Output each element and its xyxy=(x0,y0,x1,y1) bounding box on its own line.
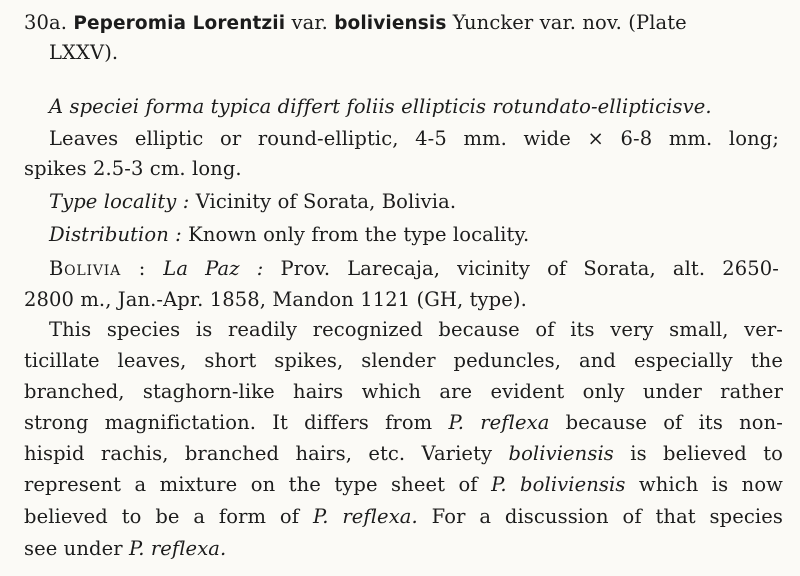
entry-number: 30a. xyxy=(24,11,68,34)
specimen-department: La Paz : xyxy=(163,257,264,280)
taxon-reference: P. reflexa. xyxy=(128,537,227,560)
type-locality-label: Type locality : xyxy=(49,190,190,213)
species-name: Peperomia Lorentzii xyxy=(73,13,286,34)
discussion-line-4 xyxy=(24,411,783,435)
discussion-text: hispid rachis, branched hairs, etc. Variety xyxy=(24,442,493,465)
type-locality xyxy=(49,190,456,214)
taxon-reference: P. reflexa xyxy=(448,411,550,434)
entry-heading xyxy=(24,11,687,36)
discussion-text: For a discussion of that species xyxy=(431,505,783,528)
discussion-line-1: This species is readily recognized because of its very small, ver- xyxy=(49,318,783,341)
taxon-reference: P. reflexa. xyxy=(312,505,418,528)
discussion-line-6 xyxy=(24,473,783,497)
specimen-country: Bolivia : xyxy=(49,257,147,280)
discussion-text: believed to be a form of xyxy=(24,505,300,528)
specimen-locality: Prov. Larecaja, vicinity of Sorata, alt. 2650- xyxy=(280,257,779,280)
variety-name: boliviensis xyxy=(334,13,447,34)
taxon-reference: P. boliviensis xyxy=(491,473,626,496)
specimen-line-1 xyxy=(49,257,779,281)
authority: Yuncker var. nov. (Plate xyxy=(452,11,687,34)
discussion-line-7 xyxy=(24,505,783,529)
specimen-line-2: 2800 m., Jan.-Apr. 1858, Mandon 1121 (GH, type). xyxy=(24,288,527,311)
discussion-text: represent a mixture on the type sheet of xyxy=(24,473,478,496)
type-locality-value: Vicinity of Sorata, Bolivia. xyxy=(195,190,457,213)
discussion-line-5 xyxy=(24,442,783,466)
discussion-line-2: ticillate leaves, short spikes, slender peduncles, and especially the xyxy=(24,349,783,372)
distribution-value: Known only from the type locality. xyxy=(188,223,530,246)
distribution xyxy=(49,223,529,247)
discussion-text: which is now xyxy=(638,473,783,496)
discussion-text: is believed to xyxy=(630,442,783,465)
distribution-label: Distribution : xyxy=(49,223,182,246)
discussion-line-3: branched, staghorn-like hairs which are evident only under rather xyxy=(24,380,783,403)
discussion-text: strong magnifictation. It differs from xyxy=(24,411,433,434)
variety-prefix: var. xyxy=(291,11,328,34)
latin-diagnosis: A speciei forma typica differt foliis ellipticis rotundato-ellipticisve. xyxy=(49,95,712,118)
discussion-text: because of its non- xyxy=(565,411,783,434)
plate-ref: LXXV). xyxy=(49,41,119,64)
taxon-reference: boliviensis xyxy=(508,442,614,465)
description-line-2: spikes 2.5-3 cm. long. xyxy=(24,157,242,180)
discussion-text: see under xyxy=(24,537,123,560)
discussion-line-8 xyxy=(24,537,226,561)
description-line-1: Leaves elliptic or round-elliptic, 4-5 mm. wide × 6-8 mm. long; xyxy=(49,127,779,150)
